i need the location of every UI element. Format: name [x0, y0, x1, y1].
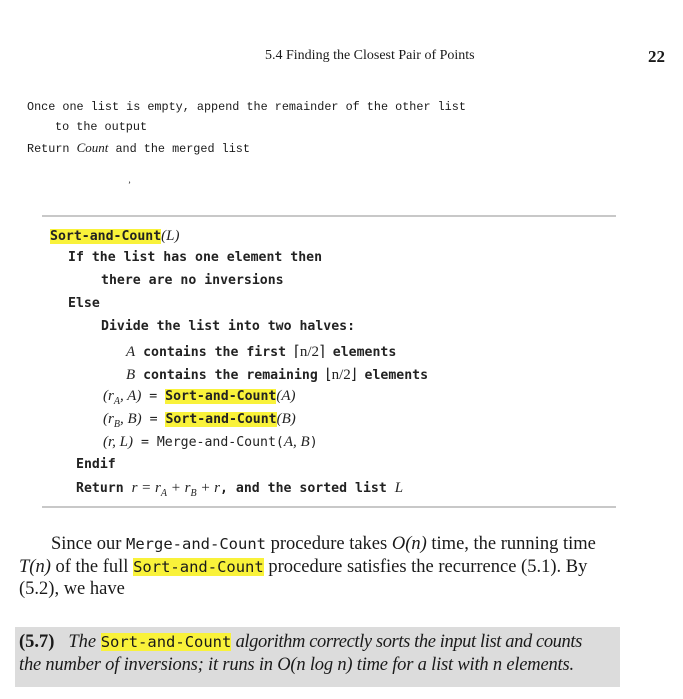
math: O(n) — [391, 534, 427, 554]
argument: (L) — [161, 228, 180, 244]
subscript: B — [113, 419, 120, 430]
equals: = — [141, 389, 166, 404]
theorem-number: (5.7) — [19, 632, 55, 652]
highlighted-procedure-name: Sort-and-Count — [133, 558, 264, 576]
var: (r — [103, 411, 114, 427]
code-line — [76, 480, 403, 499]
var: , A) — [119, 388, 142, 404]
procedure-name: Merge-and-Count — [126, 535, 266, 553]
code-line — [27, 140, 250, 156]
code-line: there are no inversions — [101, 273, 284, 288]
text: Return — [76, 481, 132, 496]
code-text: Return — [27, 142, 77, 156]
code-line: Divide the list into two halves: — [101, 319, 356, 334]
code-line — [103, 411, 296, 430]
code-line: Endif — [76, 457, 116, 472]
text: time, the running time — [426, 534, 596, 554]
stray-mark: ʼ — [128, 180, 131, 190]
equals: = — [141, 412, 166, 427]
var: A — [126, 344, 136, 360]
var: B — [126, 367, 136, 383]
argument: (B) — [276, 411, 296, 427]
text: = Merge-and-Count( — [133, 435, 284, 450]
text: contains the remaining — [135, 368, 326, 383]
subscript: B — [190, 488, 197, 499]
code-line: If the list has one element then — [68, 250, 323, 265]
highlighted-procedure-name: Sort-and-Count — [50, 229, 162, 244]
paragraph-line — [51, 534, 596, 555]
page-number: 22 — [648, 47, 665, 66]
floor-expr: ⌊n/2⌋ — [325, 367, 357, 383]
code-line — [126, 365, 428, 384]
highlighted-procedure-name: Sort-and-Count — [100, 633, 232, 651]
text: The — [68, 632, 101, 652]
paragraph-line: (5.2), we have — [19, 579, 125, 599]
var: (r — [103, 388, 114, 404]
text: procedure satisfies the recurrence (5.1). By — [263, 557, 588, 577]
highlighted-procedure-name: Sort-and-Count — [165, 389, 277, 404]
code-line — [103, 388, 295, 407]
var: L — [394, 480, 404, 496]
subscript: A — [113, 396, 120, 407]
text: Since our — [51, 534, 127, 554]
text: elements — [356, 368, 429, 383]
code-line: Once one list is empty, append the remainder of the other list — [27, 100, 466, 114]
code-line — [103, 434, 318, 451]
bottom-rule — [42, 506, 616, 508]
math: r = r — [131, 480, 161, 496]
var: , B) — [119, 411, 142, 427]
text: , and the sorted list — [220, 481, 395, 496]
var: A, B — [283, 434, 310, 450]
subscript: A — [160, 488, 167, 499]
code-line — [126, 342, 396, 361]
count-variable: Count — [76, 140, 109, 155]
theorem-line: the number of inversions; it runs in O(n log n) time for a list with n elements. — [19, 655, 574, 675]
math: + r — [196, 480, 221, 496]
math: + r — [166, 480, 191, 496]
highlighted-procedure-name: Sort-and-Count — [165, 412, 277, 427]
text: contains the first — [135, 345, 294, 360]
top-rule — [42, 215, 616, 217]
ceiling-expr: ⌈n/2⌉ — [293, 344, 325, 360]
theorem-line — [19, 632, 582, 653]
math: T(n) — [19, 557, 51, 577]
var: (r, L) — [103, 434, 134, 450]
text: elements — [324, 345, 397, 360]
text: of the full — [50, 557, 134, 577]
text: procedure takes — [266, 534, 392, 554]
argument: (A) — [276, 388, 296, 404]
text: algorithm correctly sorts the input list and counts — [231, 632, 582, 652]
code-line — [50, 228, 180, 245]
text: ) — [309, 435, 318, 450]
paragraph-line — [19, 557, 587, 578]
running-header: 5.4 Finding the Closest Pair of Points — [265, 48, 475, 63]
code-line: Else — [68, 296, 100, 311]
code-text: and the merged list — [108, 142, 250, 156]
code-line: to the output — [55, 120, 148, 134]
